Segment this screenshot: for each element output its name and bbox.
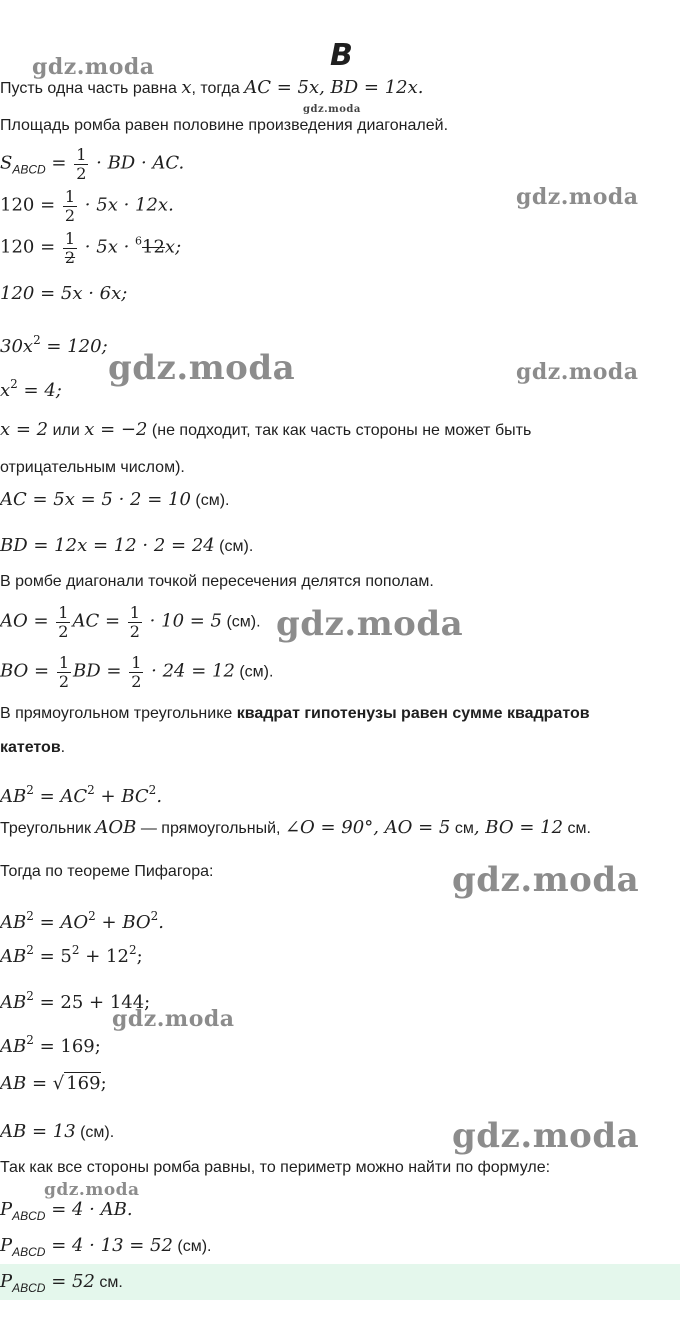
line-22: $AB^2 = 5^2 + 12^2$; — [0, 943, 143, 967]
watermark: gdz.moda — [452, 860, 640, 900]
line-15: BO = $\frac{1}{2}$ BD = $\frac{1}{2}$ · 24 = 12 (см). — [0, 653, 274, 691]
line-18-pythagoras: $AB^2 = AC^2 + BC^2$. — [0, 783, 163, 807]
line-8: $x^2 = 4$; — [0, 377, 62, 401]
line-5-cancel: 120 = $\frac{1}{2}$ · 5x · $^6$12x; — [0, 229, 182, 267]
line-6: 120 = 5x · 6x; — [0, 283, 128, 304]
line-7: $30x^2 = 120$; — [0, 333, 108, 357]
fraction: $\frac{1}{2}$ — [64, 229, 76, 267]
line-24: $AB^2 = 169$; — [0, 1033, 101, 1057]
line-21: $AB^2 = AO^2 + BO^2$. — [0, 909, 165, 933]
line-20: Тогда по теореме Пифагора: — [0, 863, 214, 880]
line-12: BD = 12x = 12 · 2 = 24 (см). — [0, 535, 254, 556]
fraction: $\frac{1}{2}$ — [58, 603, 69, 641]
line-17: катетов. — [0, 739, 66, 756]
line-14: AO = $\frac{1}{2}$ AC = $\frac{1}{2}$ · 10 = 5 (см). — [0, 603, 261, 641]
line-11: AC = 5x = 5 · 2 = 10 (см). — [0, 489, 230, 510]
line-25-sqrt: AB = √ 169; — [0, 1073, 107, 1094]
final-answer: $P_{ABCD} = 52$ см. — [0, 1271, 123, 1295]
watermark: gdz.moda — [112, 1006, 235, 1032]
solution-heading: B — [330, 38, 353, 73]
watermark: gdz.moda — [44, 1180, 140, 1200]
line-4: 120 = $\frac{1}{2}$ · 5x · 12x. — [0, 187, 174, 225]
fraction: $\frac{1}{2}$ — [76, 145, 87, 183]
watermark: gdz.moda — [452, 1116, 640, 1156]
line-28: $P_{ABCD} = 4$ · AB. — [0, 1199, 133, 1223]
line-26: AB = 13 (см). — [0, 1121, 115, 1142]
line-27: Так как все стороны ромба равны, то периметр можно найти по формуле: — [0, 1159, 551, 1176]
fraction: $\frac{1}{2}$ — [58, 653, 70, 691]
line-29: $P_{ABCD} = 4 \cdot 13 = 52$ (см). — [0, 1235, 212, 1259]
line-3-area-formula: $S_{ABCD}$ = $\frac{1}{2}$ · BD · AC. — [0, 145, 185, 183]
watermark: gdz.moda — [303, 104, 361, 115]
line-9: x = 2 или x = −2 (не подходит, так как часть стороны не может быть — [0, 419, 532, 440]
fraction: $\frac{1}{2}$ — [131, 653, 142, 691]
line-23: $AB^2 = 25 + 144$; — [0, 989, 151, 1013]
watermark: gdz.moda — [108, 348, 296, 388]
watermark: gdz.moda — [32, 54, 155, 80]
watermark: gdz.moda — [516, 184, 639, 210]
line-10: отрицательным числом). — [0, 459, 185, 476]
watermark: gdz.moda — [276, 604, 464, 644]
line-13: В ромбе диагонали точкой пересечения делятся пополам. — [0, 573, 434, 590]
watermark: gdz.moda — [516, 359, 639, 385]
line-16: В прямоугольном треугольнике квадрат гипотенузы равен сумме квадратов — [0, 705, 590, 722]
line-1: Пусть одна часть равна x, тогда AC = 5x, BD = 12x. — [0, 77, 424, 98]
fraction: $\frac{1}{2}$ — [129, 603, 140, 641]
line-19: Треугольник AOB — прямоугольный, ∠O = 90°, AO = 5 см, BO = 12 см. — [0, 817, 591, 838]
line-2: Площадь ромба равен половине произведения диагоналей. — [0, 117, 449, 134]
fraction: $\frac{1}{2}$ — [64, 187, 76, 225]
